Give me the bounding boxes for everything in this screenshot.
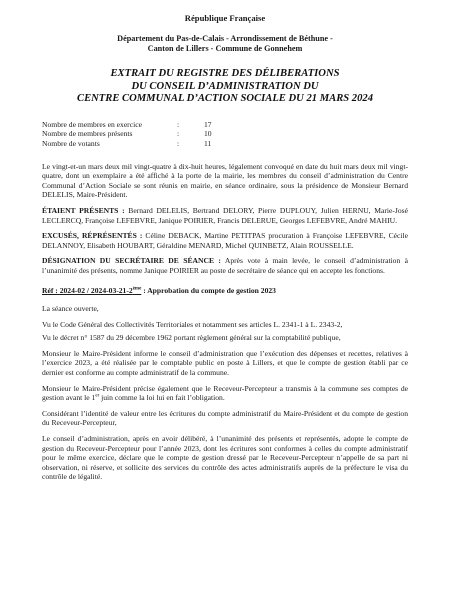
- title-line: DU CONSEIL D’ADMINISTRATION DU: [131, 80, 319, 92]
- body-text: juin comme la loi lui en fait l’obligation.: [99, 393, 225, 403]
- presents-list: Bernard DELELIS, Bertrand DELORY, Pierre DUPLOUY, Julien HERNU, Marie-José LECLERCQ, Françoise LEFEBVRE, Janique POIRIER, Francis DELERUE, Georges LEFEBVRE, André MAHIU.: [42, 205, 408, 225]
- reference-code-text: Réf : 2024-02 / 2024-03-21-2: [42, 285, 133, 295]
- body-paragraph: Vu le décret n° 1587 du 29 décembre 1962 portant règlement général sur la comptabilité publique,: [42, 333, 341, 343]
- reference-code-sup: ème: [132, 285, 142, 291]
- count-row-present: [42, 129, 292, 139]
- title-line: CENTRE COMMUNAL D’ACTION SOCIALE DU 21 MARS 2024: [77, 93, 373, 105]
- body-paragraph: [42, 384, 408, 403]
- member-counts: [42, 120, 292, 149]
- count-row-members: [42, 120, 292, 130]
- secretary-text: Après vote à main levée, le conseil d’administration à l’unanimité des présents, nomme Janique POIRIER au poste de secrétaire de séance qui en accepte les fonctions.: [42, 256, 408, 275]
- count-value: 17: [204, 119, 212, 129]
- reference-code: [42, 286, 141, 295]
- canton-line: Canton de Lillers - Commune de Gonnehem: [147, 44, 303, 53]
- secretary-paragraph: [42, 256, 408, 275]
- body-paragraph: Considérant l’identité de valeur entre les écritures du compte administratif du Maire-Président et du compte de gestion du Receveur-Percepteur,: [42, 408, 408, 428]
- body-text: Monsieur le Maire-Président précise également que le Receveur-Percepteur a transmis à la commune ses comptes de gestion avant le 1: [42, 383, 408, 403]
- count-label: Nombre de membres en exercice: [42, 119, 142, 129]
- count-separator: :: [177, 129, 180, 139]
- presents-label: ÉTAIENT PRÉSENTS :: [42, 205, 125, 215]
- body-paragraph: La séance ouverte,: [42, 304, 99, 314]
- presents-paragraph: [42, 206, 408, 225]
- count-row-voters: [42, 139, 292, 149]
- excuses-label: EXCUSÉS, RÉPRÉSENTÉS :: [42, 231, 143, 241]
- intro-paragraph: Le vingt-et-un mars deux mil vingt-quatre à dix-huit heures, légalement convoqué en date du huit mars deux mil vingt-quatre, dont un exemplaire a été affiché à la porte de la mairie, les membres du conseil d’administration du Centre Communal d’Action Sociale se sont réunis en mairie, en séance ordinaire, sous la présidence de Monsieur Bernard DELELIS, Maire-Président.: [42, 161, 408, 200]
- excuses-list: Céline DEBACK, Martine PETITPAS procuration à Françoise LEFEBVRE, Cécile DELANNOY, Elisabeth HOUBART, Géraldine MENARD, Michel QUINBETZ, Alain ROUSSELLE.: [42, 231, 408, 250]
- count-label: Nombre de votants: [42, 138, 100, 148]
- secretary-label: DÉSIGNATION DU SECRÉTAIRE DE SÉANCE :: [42, 256, 221, 266]
- department-line: Département du Pas-de-Calais - Arrondissement de Béthune -: [117, 34, 333, 43]
- republic-heading: République Française: [184, 13, 266, 23]
- count-value: 10: [204, 129, 212, 139]
- reference-line: [42, 286, 408, 296]
- excuses-paragraph: [42, 231, 408, 250]
- document-title: [42, 68, 408, 106]
- body-paragraph: Le conseil d’administration, après en avoir délibéré, à l’unanimité des présents et représentés, adopte le compte de gestion du Receveur-Percepteur pour l’année 2023, dont les écritures sont conformes à celles du compte administratif pour le même exercice, déclare que le compte de gestion dressé par le Receveur-Percepteur n’appelle de sa part ni observation, ni réserve, et sollicite des services du contrôle des actes administratifs auprès de la préfecture le visa du contrôle de légalité.: [42, 434, 408, 482]
- body-sup: er: [95, 393, 100, 399]
- body-paragraph: Vu le Code Général des Collectivités Territoriales et notamment ses articles L. 2341-1 à L. 2343-2,: [42, 319, 343, 329]
- title-line: EXTRAIT DU REGISTRE DES DÉLIBERATIONS: [110, 68, 340, 79]
- body-paragraph: Monsieur le Maire-Président informe le conseil d’administration que l’exécution des dépenses et recettes, relatives à l’exercice 2023, a été réalisée par le comptable public en poste à Lillers, et que le compte de gestion établi par ce dernier est conforme au compte administratif de la commune.: [42, 348, 408, 378]
- reference-title: : Approbation du compte de gestion 2023: [141, 285, 276, 295]
- count-separator: :: [177, 138, 180, 148]
- count-label: Nombre de membres présents: [42, 129, 133, 139]
- count-value: 11: [204, 138, 212, 148]
- department-heading: [42, 34, 408, 54]
- count-separator: :: [177, 119, 180, 129]
